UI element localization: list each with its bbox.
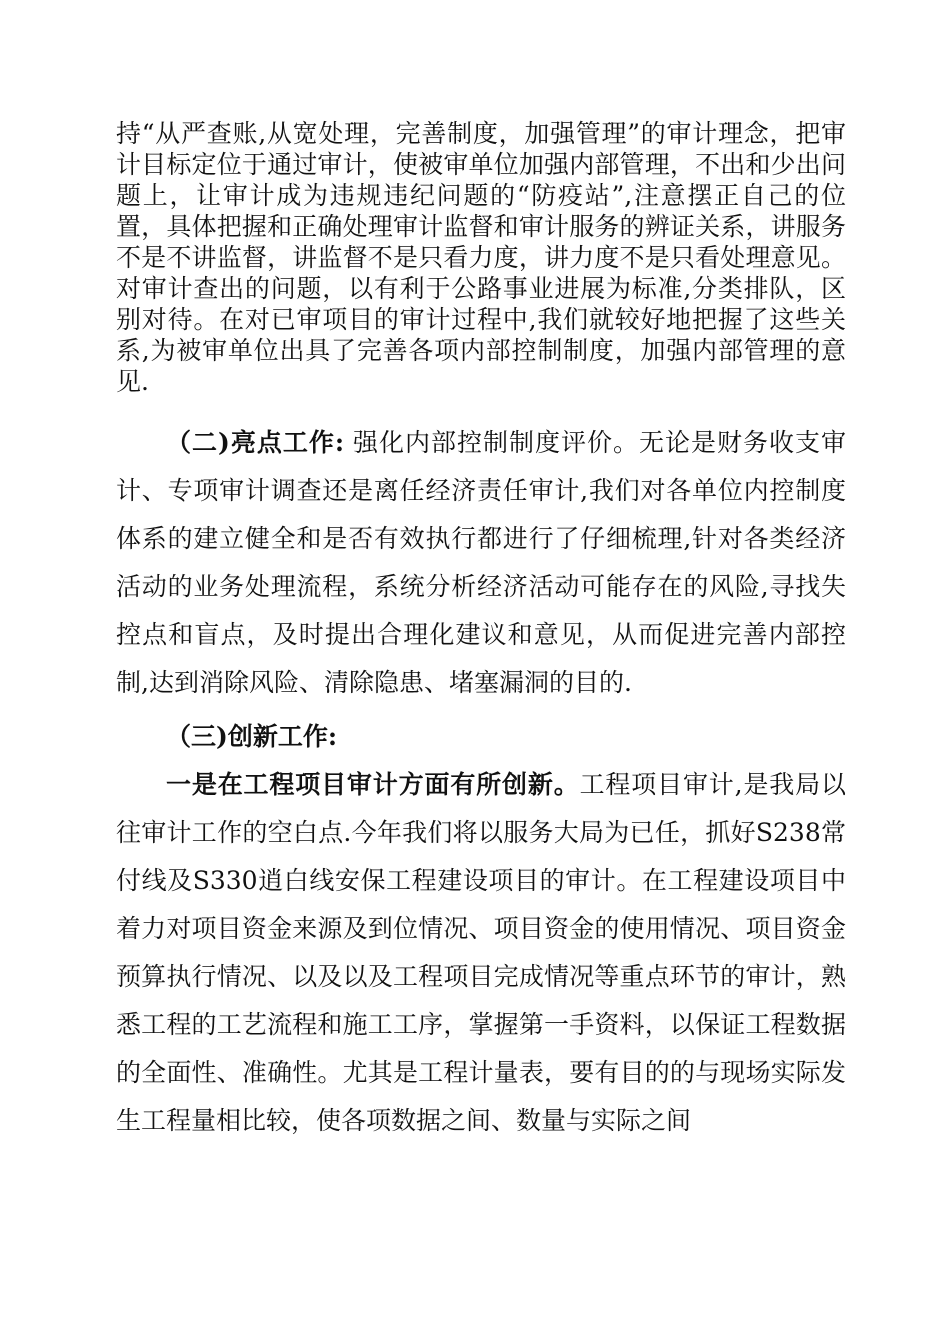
section-heading-highlight: （二)亮点工作: xyxy=(166,428,345,457)
paragraph-engineering-body: 工程项目审计,是我局以往审计工作的空白点.今年我们将以服务大局为已任，抓好S238常付线及S330逍白线安保工程建设项目的审计。在工程建设项目中着力对项目资金来源及到位情况、项目资金的使用情况、项目资金预算执行情况、以及以及工程项目完成情况等重点环节的审计，熟悉工程的工艺流程和施工工序，掌握第一手资料，以保证工程数据的全面性、准确性。尤其是工程计量表，要有目的的与现场实际发生工程量相比较，使各项数据之间、数量与实际之间 xyxy=(116,770,846,1135)
paragraph-highlight-body: 强化内部控制制度评价。无论是财务收支审计、专项审计调查还是离任经济责任审计,我们对各单位内控制度体系的建立健全和是否有效执行都进行了仔细梳理,针对各类经济活动的业务处理流程，系统分析经济活动可能存在的风险,寻找失控点和盲点，及时提出合理化建议和意见，从而促进完善内部控制,达到消除风险、清除隐患、堵塞漏洞的目的. xyxy=(116,428,846,697)
paragraph-engineering-lead: 一是在工程项目审计方面有所创新。 xyxy=(166,770,580,799)
section-heading-innovation-text: （三)创新工作: xyxy=(166,722,338,751)
paragraph-engineering-audit xyxy=(116,761,846,1145)
paragraph-audit-philosophy: 持“从严查账,从宽处理，完善制度，加强管理”的审计理念，把审计目标定位于通过审计，使被审单位加强内部管理，不出和少出问题上，让审计成为违规违纪问题的“防疫站”,注意摆正自己的位置，具体把握和正确处理审计监督和审计服务的辨证关系，讲服务不是不讲监督，讲监督不是只看力度，讲力度不是只看处理意见。对审计查出的问题，以有利于公路事业进展为标准,分类排队，区别对待。在对已审项目的审计过程中,我们就较好地把握了这些关系,为被审单位出具了完善各项内部控制制度，加强内部管理的意见. xyxy=(116,119,846,396)
paragraph-highlight-work xyxy=(116,419,846,707)
document-page xyxy=(116,118,846,1145)
section-heading-innovation xyxy=(116,713,846,761)
